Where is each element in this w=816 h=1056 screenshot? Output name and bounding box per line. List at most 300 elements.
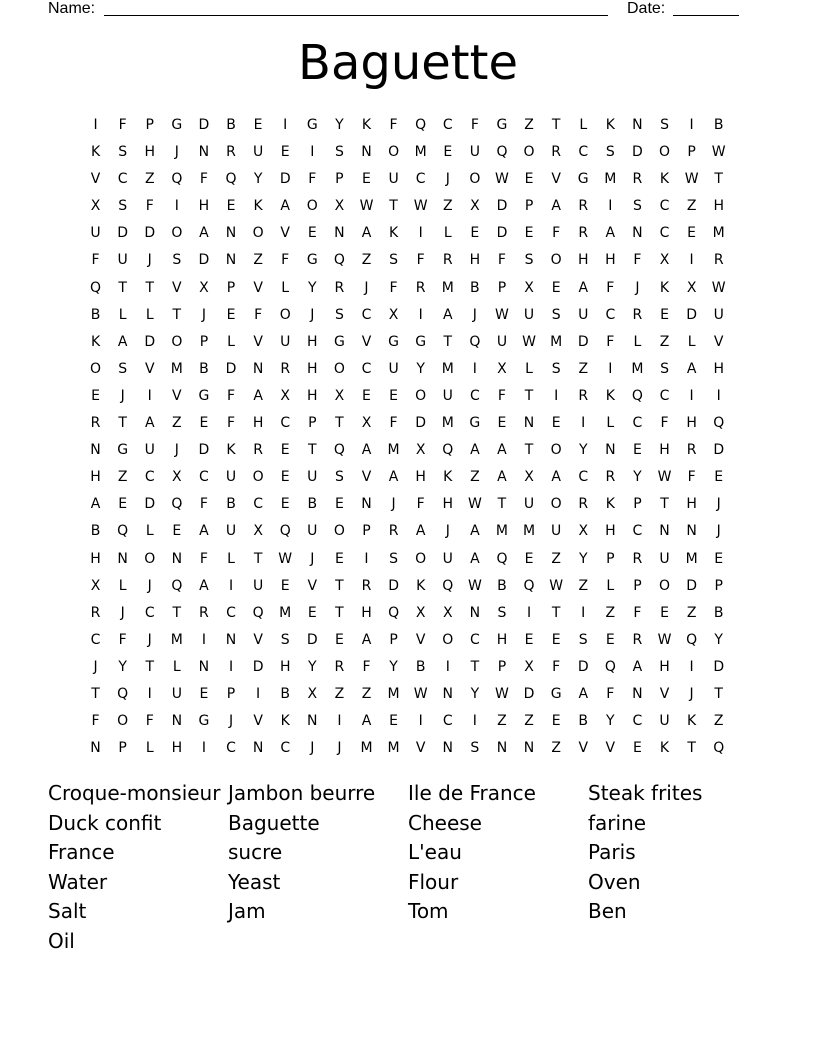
grid-letter: R xyxy=(388,523,399,540)
grid-letter: F xyxy=(118,631,127,648)
word-list-item: France xyxy=(48,840,115,865)
grid-letter: Q xyxy=(388,604,400,621)
grid-letter: D xyxy=(713,658,725,675)
grid-letter: S xyxy=(172,252,182,269)
grid-letter: Z xyxy=(253,252,263,269)
grid-letter: F xyxy=(633,604,642,621)
grid-letter: J xyxy=(147,577,152,594)
word-list-item: Oil xyxy=(48,928,75,953)
grid-letter: S xyxy=(605,144,615,161)
grid-letter: I xyxy=(147,387,152,404)
grid-letter: J xyxy=(337,740,342,757)
grid-letter: V xyxy=(90,171,101,188)
grid-letter: H xyxy=(605,252,616,269)
grid-letter: C xyxy=(659,198,670,215)
grid-letter: T xyxy=(335,604,344,621)
grid-letter: F xyxy=(633,252,642,269)
grid-letter: Q xyxy=(333,252,345,269)
grid-letter: Q xyxy=(279,523,291,540)
grid-letter: C xyxy=(578,144,589,161)
grid-letter: O xyxy=(333,523,345,540)
grid-row xyxy=(82,356,732,383)
grid-letter: K xyxy=(443,469,453,486)
grid-letter: F xyxy=(606,685,615,702)
grid-letter: T xyxy=(389,198,398,215)
grid-letter: R xyxy=(226,144,236,161)
grid-letter: S xyxy=(578,631,588,648)
grid-letter: D xyxy=(496,225,508,242)
grid-letter: I xyxy=(283,117,288,133)
grid-letter: P xyxy=(497,658,507,675)
grid-letter: X xyxy=(90,577,101,594)
grid-letter: F xyxy=(470,117,479,133)
grid-letter: G xyxy=(117,442,129,459)
word-list-item: Paris xyxy=(588,840,636,865)
grid-letter: G xyxy=(496,117,508,133)
grid-letter: P xyxy=(335,171,344,188)
grid-letter: V xyxy=(253,631,263,648)
grid-letter: J xyxy=(147,631,152,648)
grid-letter: Y xyxy=(714,631,723,648)
grid-row xyxy=(82,735,732,762)
grid-letter: Q xyxy=(631,387,643,404)
grid-letter: J xyxy=(716,496,721,513)
grid-letter: N xyxy=(252,740,264,757)
grid-letter: D xyxy=(713,442,725,459)
grid-letter: F xyxy=(199,171,208,188)
grid-letter: K xyxy=(226,442,236,459)
grid-letter: W xyxy=(711,279,726,296)
grid-row xyxy=(82,166,732,193)
grid-letter: F xyxy=(199,496,208,513)
grid-letter: F xyxy=(497,387,506,404)
grid-letter: C xyxy=(578,469,589,486)
grid-letter: H xyxy=(144,144,155,161)
grid-letter: C xyxy=(632,523,643,540)
grid-letter: A xyxy=(253,387,263,404)
grid-letter: G xyxy=(550,685,562,702)
grid-letter: S xyxy=(118,198,128,215)
grid-row xyxy=(82,275,732,302)
grid-letter: U xyxy=(117,252,128,269)
grid-letter: G xyxy=(469,415,481,432)
grid-letter: J xyxy=(147,252,152,269)
grid-letter: A xyxy=(361,631,372,648)
grid-letter: X xyxy=(524,469,534,486)
grid-letter: S xyxy=(118,144,128,161)
grid-letter: R xyxy=(632,171,643,188)
grid-row xyxy=(82,573,732,600)
grid-letter: L xyxy=(443,225,452,242)
grid-letter: N xyxy=(90,442,101,459)
grid-letter: T xyxy=(470,658,480,675)
grid-letter: V xyxy=(253,333,263,350)
grid-letter: J xyxy=(391,496,396,513)
grid-letter: T xyxy=(687,740,696,757)
grid-letter: N xyxy=(225,631,237,648)
grid-letter: L xyxy=(118,306,127,323)
grid-letter: P xyxy=(199,333,209,350)
grid-letter: N xyxy=(171,713,183,730)
grid-letter: I xyxy=(310,144,315,161)
grid-letter: M xyxy=(550,333,563,350)
grid-letter: Z xyxy=(659,333,670,350)
grid-letter: H xyxy=(659,658,670,675)
grid-letter: L xyxy=(145,523,154,540)
grid-letter: P xyxy=(362,523,371,540)
grid-letter: U xyxy=(388,360,399,377)
grid-letter: T xyxy=(145,658,155,675)
grid-letter: T xyxy=(91,685,100,702)
grid-letter: G xyxy=(306,117,318,133)
grid-letter: R xyxy=(334,658,345,675)
grid-letter: M xyxy=(387,442,400,459)
grid-letter: P xyxy=(145,117,154,133)
grid-letter: H xyxy=(90,469,101,486)
grid-letter: X xyxy=(361,415,372,432)
grid-letter: Y xyxy=(308,658,317,675)
grid-letter: H xyxy=(307,333,318,350)
grid-letter: E xyxy=(280,144,290,161)
date-label: Date: xyxy=(627,0,666,17)
grid-row xyxy=(82,329,732,356)
grid-letter: R xyxy=(605,469,616,486)
word-list-item: farine xyxy=(588,810,647,835)
grid-letter: Z xyxy=(117,469,128,486)
grid-letter: N xyxy=(361,496,372,513)
grid-letter: N xyxy=(523,740,535,757)
grid-letter: H xyxy=(686,496,697,513)
grid-letter: D xyxy=(388,577,399,594)
grid-letter: A xyxy=(686,360,697,377)
grid-letter: I xyxy=(147,685,152,702)
grid-letter: I xyxy=(364,550,369,567)
grid-letter: P xyxy=(389,631,398,648)
grid-letter: Z xyxy=(497,713,507,730)
grid-letter: F xyxy=(226,415,236,432)
grid-letter: V xyxy=(659,685,670,702)
grid-letter: D xyxy=(144,496,156,513)
grid-letter: O xyxy=(90,360,102,377)
grid-letter: X xyxy=(442,604,453,621)
grid-row xyxy=(82,518,732,545)
grid-letter: B xyxy=(713,117,724,133)
grid-letter: I xyxy=(689,658,694,675)
grid-letter: T xyxy=(172,604,182,621)
grid-letter: C xyxy=(361,306,372,323)
grid-letter: I xyxy=(472,713,477,730)
grid-letter: W xyxy=(359,198,374,215)
grid-letter: X xyxy=(253,523,263,540)
grid-letter: Z xyxy=(551,550,561,567)
grid-letter: E xyxy=(551,631,561,648)
grid-letter: D xyxy=(252,658,264,675)
grid-letter: O xyxy=(333,360,345,377)
grid-letter: S xyxy=(470,740,480,757)
grid-letter: J xyxy=(174,144,179,161)
grid-letter: L xyxy=(606,415,615,432)
grid-letter: F xyxy=(362,658,371,675)
grid-letter: J xyxy=(174,442,179,459)
grid-letter: M xyxy=(360,740,373,757)
grid-letter: H xyxy=(361,604,372,621)
grid-letter: O xyxy=(252,225,264,242)
grid-letter: I xyxy=(174,198,179,215)
grid-letter: O xyxy=(659,577,671,594)
grid-letter: T xyxy=(714,685,723,702)
grid-letter: U xyxy=(280,333,291,350)
grid-letter: L xyxy=(227,333,235,350)
grid-letter: A xyxy=(361,442,372,459)
grid-letter: I xyxy=(228,577,234,594)
grid-letter: F xyxy=(389,279,398,296)
grid-letter: I xyxy=(608,360,613,377)
grid-letter: F xyxy=(226,387,236,404)
grid-letter: I xyxy=(554,387,559,404)
grid-letter: A xyxy=(551,469,561,486)
grid-letter: C xyxy=(415,171,426,188)
grid-letter: N xyxy=(632,225,643,242)
grid-letter: C xyxy=(605,306,616,323)
grid-letter: S xyxy=(334,144,344,161)
grid-letter: W xyxy=(657,631,672,648)
grid-letter: R xyxy=(632,631,643,648)
grid-letter: W xyxy=(657,469,672,486)
word-list-item: Flour xyxy=(408,869,459,894)
grid-letter: R xyxy=(199,604,209,621)
grid-letter: L xyxy=(145,740,154,757)
grid-letter: I xyxy=(445,658,450,675)
grid-letter: Q xyxy=(713,415,725,432)
grid-letter: I xyxy=(608,198,613,215)
grid-letter: C xyxy=(253,496,263,513)
grid-letter: X xyxy=(90,198,101,215)
grid-letter: Z xyxy=(713,713,724,730)
word-list-item: Duck confit xyxy=(48,810,162,835)
grid-letter: X xyxy=(415,604,426,621)
grid-letter: Z xyxy=(172,415,182,432)
grid-letter: E xyxy=(632,740,642,757)
grid-letter: V xyxy=(172,387,182,404)
grid-letter: F xyxy=(389,415,398,432)
grid-letter: R xyxy=(713,252,724,269)
grid-letter: Y xyxy=(308,279,317,296)
grid-letter: Q xyxy=(496,144,508,161)
grid-letter: U xyxy=(659,713,670,730)
grid-letter: A xyxy=(388,469,399,486)
grid-letter: Q xyxy=(686,631,698,648)
grid-letter: A xyxy=(199,577,209,594)
grid-letter: D xyxy=(306,631,318,648)
grid-letter: I xyxy=(472,360,477,377)
grid-letter: T xyxy=(714,171,723,188)
grid-letter: F xyxy=(687,469,696,486)
grid-letter: A xyxy=(578,279,589,296)
grid-letter: E xyxy=(714,550,724,567)
grid-letter: Q xyxy=(442,442,454,459)
grid-letter: Y xyxy=(606,713,615,730)
date-blank-line xyxy=(673,15,739,16)
grid-letter: E xyxy=(524,631,534,648)
grid-letter: N xyxy=(198,658,210,675)
grid-letter: M xyxy=(387,685,400,702)
grid-row xyxy=(82,410,732,437)
grid-letter: Q xyxy=(252,604,264,621)
grid-letter: N xyxy=(225,252,237,269)
grid-letter: C xyxy=(361,360,372,377)
grid-letter: C xyxy=(144,469,155,486)
grid-letter: V xyxy=(713,333,724,350)
grid-letter: H xyxy=(713,360,724,377)
grid-letter: G xyxy=(198,713,210,730)
grid-letter: O xyxy=(550,252,562,269)
grid-letter: S xyxy=(280,631,290,648)
grid-letter: S xyxy=(334,306,344,323)
grid-letter: R xyxy=(551,144,561,161)
grid-letter: O xyxy=(306,198,318,215)
grid-letter: R xyxy=(90,415,101,432)
grid-letter: X xyxy=(334,198,345,215)
grid-letter: E xyxy=(362,387,371,404)
grid-row xyxy=(82,193,732,220)
grid-letter: N xyxy=(307,713,318,730)
grid-letter: V xyxy=(172,279,182,296)
grid-letter: B xyxy=(470,279,480,296)
grid-letter: V xyxy=(253,279,263,296)
grid-letter: R xyxy=(578,496,589,513)
grid-letter: E xyxy=(334,631,344,648)
grid-letter: Z xyxy=(686,604,697,621)
grid-letter: J xyxy=(310,306,315,323)
grid-letter: R xyxy=(686,442,697,459)
grid-letter: N xyxy=(442,685,453,702)
grid-letter: W xyxy=(684,171,699,188)
word-list-item: Jambon beurre xyxy=(228,781,376,805)
grid-letter: Q xyxy=(171,577,183,594)
grid-letter: V xyxy=(280,225,290,242)
grid-letter: V xyxy=(361,469,372,486)
grid-letter: N xyxy=(632,117,643,133)
grid-letter: V xyxy=(415,740,426,757)
grid-letter: N xyxy=(659,523,670,540)
grid-letter: Z xyxy=(442,198,453,215)
grid-letter: I xyxy=(689,117,694,133)
grid-letter: E xyxy=(199,415,209,432)
word-list-item: Yeast xyxy=(228,869,281,894)
grid-letter: L xyxy=(606,577,615,594)
grid-letter: E xyxy=(280,577,290,594)
grid-letter: K xyxy=(605,387,615,404)
grid-letter: P xyxy=(308,415,317,432)
grid-letter: F xyxy=(606,279,615,296)
grid-letter: V xyxy=(578,740,589,757)
grid-letter: Z xyxy=(578,577,589,594)
grid-letter: E xyxy=(524,171,534,188)
grid-letter: N xyxy=(198,144,210,161)
grid-letter: T xyxy=(253,550,263,567)
grid-row xyxy=(82,546,732,573)
grid-letter: J xyxy=(689,685,694,702)
grid-letter: X xyxy=(470,198,480,215)
grid-letter: K xyxy=(659,740,670,757)
grid-letter: E xyxy=(660,306,669,323)
grid-letter: E xyxy=(605,631,615,648)
grid-letter: R xyxy=(90,604,101,621)
grid-letter: E xyxy=(280,442,290,459)
grid-letter: A xyxy=(470,550,480,567)
grid-letter: E xyxy=(660,604,669,621)
grid-letter: P xyxy=(606,550,615,567)
grid-letter: M xyxy=(279,604,292,621)
grid-letter: Q xyxy=(117,685,129,702)
grid-letter: T xyxy=(660,496,669,513)
grid-letter: S xyxy=(497,604,507,621)
grid-letter: C xyxy=(632,713,643,730)
grid-letter: O xyxy=(388,144,400,161)
grid-letter: J xyxy=(201,306,206,323)
grid-letter: E xyxy=(389,387,398,404)
grid-letter: Q xyxy=(171,496,183,513)
grid-letter: I xyxy=(93,117,98,133)
grid-letter: Q xyxy=(117,523,129,540)
grid-letter: A xyxy=(497,442,507,459)
grid-letter: K xyxy=(605,496,615,513)
grid-letter: D xyxy=(577,333,589,350)
grid-letter: X xyxy=(199,279,209,296)
grid-letter: L xyxy=(281,279,290,296)
grid-letter: Z xyxy=(144,171,155,188)
grid-letter: C xyxy=(469,631,480,648)
grid-letter: H xyxy=(686,415,697,432)
grid-letter: O xyxy=(523,144,535,161)
grid-letter: U xyxy=(252,144,264,161)
grid-letter: W xyxy=(413,685,428,702)
grid-letter: D xyxy=(144,225,156,242)
grid-letter: L xyxy=(687,333,696,350)
grid-letter: J xyxy=(445,171,450,188)
grid-letter: Q xyxy=(604,658,616,675)
grid-letter: J xyxy=(472,306,477,323)
grid-letter: N xyxy=(442,740,453,757)
word-list-item: Tom xyxy=(408,899,449,924)
grid-letter: S xyxy=(389,550,399,567)
grid-letter: F xyxy=(497,252,506,269)
grid-letter: I xyxy=(418,306,423,323)
grid-letter: T xyxy=(497,496,507,513)
grid-letter: K xyxy=(361,117,372,133)
grid-letter: Q xyxy=(469,333,481,350)
grid-letter: A xyxy=(361,225,372,242)
grid-letter: N xyxy=(225,225,237,242)
grid-letter: E xyxy=(226,198,236,215)
grid-letter: E xyxy=(280,469,290,486)
grid-letter: H xyxy=(659,442,670,459)
grid-letter: F xyxy=(199,550,208,567)
grid-letter: W xyxy=(467,577,482,594)
grid-letter: O xyxy=(279,306,291,323)
grid-letter: C xyxy=(469,387,480,404)
grid-letter: U xyxy=(523,306,535,323)
grid-letter: N xyxy=(334,225,345,242)
grid-letter: R xyxy=(253,442,263,459)
grid-letter: I xyxy=(526,604,532,621)
grid-letter: B xyxy=(280,685,290,702)
grid-letter: M xyxy=(685,550,698,567)
word-list-item: Ile de France xyxy=(408,781,536,805)
grid-letter: W xyxy=(467,496,482,513)
grid-letter: E xyxy=(524,225,534,242)
grid-letter: U xyxy=(578,306,589,323)
